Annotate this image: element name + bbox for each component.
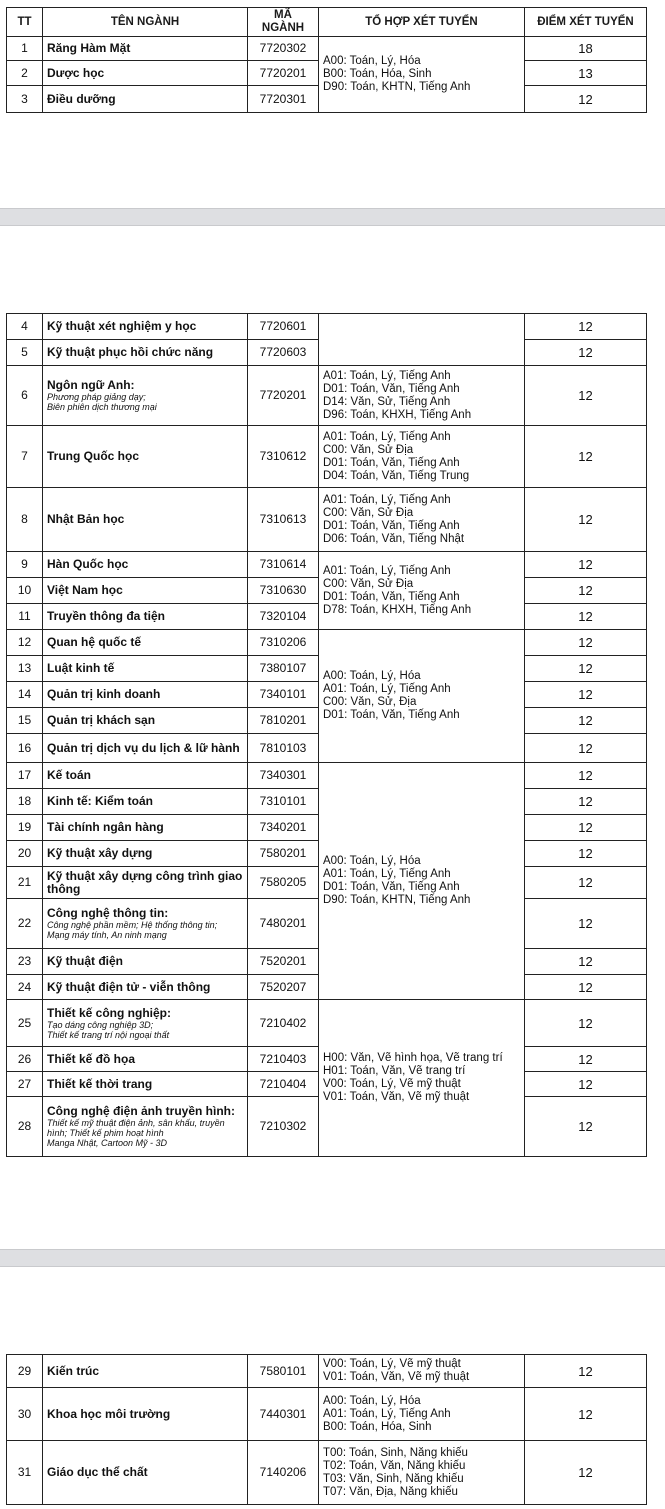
row-name: Giáo dục thể chất xyxy=(43,1441,248,1505)
admission-table-3 xyxy=(6,1354,647,1505)
row-name: Quan hệ quốc tế xyxy=(43,630,248,656)
row-tt: 28 xyxy=(7,1097,43,1157)
row-score: 12 xyxy=(525,899,647,949)
row-code: 7310630 xyxy=(248,578,319,604)
page-separator xyxy=(0,1249,665,1267)
combo-line: C00: Văn, Sử Địa xyxy=(323,577,414,590)
row-tt: 13 xyxy=(7,656,43,682)
row-tt: 10 xyxy=(7,578,43,604)
combo-line: D01: Toán, Văn, Tiếng Anh xyxy=(323,881,460,893)
row-name-main: Thiết kế công nghiệp: xyxy=(47,1005,172,1020)
combo-line: D04: Toán, Văn, Tiếng Trung xyxy=(323,469,470,482)
combo-line: D01: Toán, Văn, Tiếng Anh xyxy=(323,456,460,469)
table-row xyxy=(7,552,647,578)
combo-line: A01: Toán, Lý, Tiếng Anh xyxy=(323,564,451,577)
row-code: 7480201 xyxy=(248,899,319,949)
row-score: 12 xyxy=(525,630,647,656)
combo-line: D01: Toán, Văn, Tiếng Anh xyxy=(323,709,460,721)
table-row xyxy=(7,1000,647,1047)
row-score: 12 xyxy=(525,682,647,708)
row-score: 12 xyxy=(525,1441,647,1505)
combo-line: B00: Toán, Hóa, Sinh xyxy=(323,1420,432,1433)
row-name: Trung Quốc học xyxy=(43,426,248,488)
row-score: 12 xyxy=(525,815,647,841)
row-code: 7210402 xyxy=(248,1000,319,1047)
row-code: 7380107 xyxy=(248,656,319,682)
admission-table-1 xyxy=(6,7,647,113)
combo-line: D06: Toán, Văn, Tiếng Nhật xyxy=(323,532,465,545)
row-tt: 23 xyxy=(7,949,43,975)
combo-line: D90: Toán, KHTN, Tiếng Anh xyxy=(323,81,471,93)
row-tt: 15 xyxy=(7,708,43,734)
row-code: 7320104 xyxy=(248,604,319,630)
row-name xyxy=(43,899,248,949)
row-name: Truyền thông đa tiện xyxy=(43,604,248,630)
row-score: 12 xyxy=(525,734,647,763)
row-code: 7210404 xyxy=(248,1072,319,1097)
row-name-sub: Biên phiên dịch thương mại xyxy=(47,402,157,412)
row-name: Luật kinh tế xyxy=(43,656,248,682)
row-name: Quản trị dịch vụ du lịch & lữ hành xyxy=(43,734,248,763)
header-code-line2: NGÀNH xyxy=(261,22,305,34)
row-score: 12 xyxy=(525,604,647,630)
table-row xyxy=(7,1355,647,1388)
combo-line: C00: Văn, Sử, Địa xyxy=(323,696,417,708)
row-code: 7210403 xyxy=(248,1047,319,1072)
table-row xyxy=(7,763,647,789)
row-tt: 25 xyxy=(7,1000,43,1047)
row-tt: 14 xyxy=(7,682,43,708)
row-tt: 30 xyxy=(7,1388,43,1441)
row-score: 12 xyxy=(525,867,647,899)
combo-line: T03: Văn, Sinh, Năng khiếu xyxy=(323,1472,464,1485)
combo-cell xyxy=(319,1355,525,1388)
row-code: 7310614 xyxy=(248,552,319,578)
row-name: Kế toán xyxy=(43,763,248,789)
row-score: 12 xyxy=(525,1000,647,1047)
header-name: TÊN NGÀNH xyxy=(43,8,248,37)
row-tt: 5 xyxy=(7,340,43,366)
row-code: 7520201 xyxy=(248,949,319,975)
combo-line: V00: Toán, Lý, Vẽ mỹ thuật xyxy=(323,1078,461,1090)
table-row xyxy=(7,366,647,426)
row-name: Thiết kế thời trang xyxy=(43,1072,248,1097)
combo-line: T00: Toán, Sinh, Năng khiếu xyxy=(323,1446,468,1459)
row-name: Quản trị kinh doanh xyxy=(43,682,248,708)
row-name: Răng Hàm Mặt xyxy=(43,37,248,61)
combo-cell xyxy=(319,314,525,366)
row-score: 12 xyxy=(525,949,647,975)
row-name xyxy=(43,366,248,426)
combo-line: D78: Toán, KHXH, Tiếng Anh xyxy=(323,603,472,616)
row-name: Kiến trúc xyxy=(43,1355,248,1388)
combo-line: C00: Văn, Sử Địa xyxy=(323,506,414,519)
header-combo: TỔ HỢP XÉT TUYỂN xyxy=(319,8,525,37)
combo-cell xyxy=(319,37,525,113)
row-tt: 19 xyxy=(7,815,43,841)
combo-line: D01: Toán, Văn, Tiếng Anh xyxy=(323,519,460,532)
table-row xyxy=(7,1388,647,1441)
header-code xyxy=(248,8,319,37)
row-tt: 11 xyxy=(7,604,43,630)
row-score: 12 xyxy=(525,86,647,113)
combo-cell xyxy=(319,1388,525,1441)
table-row xyxy=(7,314,647,340)
row-code: 7520207 xyxy=(248,975,319,1000)
row-tt: 7 xyxy=(7,426,43,488)
row-name-sub: Manga Nhật, Cartoon Mỹ - 3D xyxy=(47,1138,168,1148)
header-code-line1: MÃ xyxy=(274,9,292,21)
row-name: Dược học xyxy=(43,61,248,86)
combo-cell xyxy=(319,366,525,426)
row-name xyxy=(43,1097,248,1157)
row-name: Kỹ thuật phục hồi chức năng xyxy=(43,340,248,366)
row-score: 12 xyxy=(525,763,647,789)
row-score: 12 xyxy=(525,488,647,552)
row-name: Thiết kế đồ họa xyxy=(43,1047,248,1072)
row-tt: 9 xyxy=(7,552,43,578)
table-row xyxy=(7,426,647,488)
row-score: 12 xyxy=(525,789,647,815)
row-name: Quản trị khách sạn xyxy=(43,708,248,734)
combo-line: T02: Toán, Văn, Năng khiếu xyxy=(323,1459,466,1472)
table-header-row xyxy=(7,8,647,37)
row-tt: 4 xyxy=(7,314,43,340)
row-code: 7720201 xyxy=(248,366,319,426)
combo-line: A01: Toán, Lý, Tiếng Anh xyxy=(323,1407,451,1420)
row-tt: 27 xyxy=(7,1072,43,1097)
row-code: 7720302 xyxy=(248,37,319,61)
row-tt: 12 xyxy=(7,630,43,656)
combo-line: A01: Toán, Lý, Tiếng Anh xyxy=(323,430,451,443)
combo-cell xyxy=(319,552,525,630)
row-name: Kỹ thuật điện xyxy=(43,949,248,975)
row-code: 7140206 xyxy=(248,1441,319,1505)
combo-cell xyxy=(319,763,525,1000)
combo-line: A00: Toán, Lý, Hóa xyxy=(323,1394,421,1407)
combo-line: D14: Văn, Sử, Tiếng Anh xyxy=(323,395,451,408)
row-tt: 22 xyxy=(7,899,43,949)
row-code: 7310101 xyxy=(248,789,319,815)
row-score: 12 xyxy=(525,975,647,1000)
row-name-sub: Công nghệ phần mềm; Hệ thống thông tin; xyxy=(47,920,218,930)
row-score: 12 xyxy=(525,314,647,340)
row-name: Kỹ thuật xây dựng xyxy=(43,841,248,867)
row-tt: 29 xyxy=(7,1355,43,1388)
row-tt: 20 xyxy=(7,841,43,867)
row-tt: 26 xyxy=(7,1047,43,1072)
combo-line: A00: Toán, Lý, Hóa xyxy=(323,670,421,682)
row-score: 13 xyxy=(525,61,647,86)
row-score: 12 xyxy=(525,841,647,867)
row-name: Kỹ thuật xây dựng công trình giao thông xyxy=(43,867,248,899)
row-code: 7810103 xyxy=(248,734,319,763)
row-name-sub: Phương pháp giảng dạy; xyxy=(47,392,146,402)
combo-line: D01: Toán, Văn, Tiếng Anh xyxy=(323,590,460,603)
combo-cell xyxy=(319,426,525,488)
row-tt: 21 xyxy=(7,867,43,899)
row-score: 18 xyxy=(525,37,647,61)
row-tt: 3 xyxy=(7,86,43,113)
row-score: 12 xyxy=(525,1355,647,1388)
combo-line: A00: Toán, Lý, Hóa xyxy=(323,855,421,867)
row-code: 7340301 xyxy=(248,763,319,789)
row-name: Kỹ thuật xét nghiệm y học xyxy=(43,314,248,340)
row-score: 12 xyxy=(525,340,647,366)
row-name-main: Công nghệ điện ảnh truyền hình: xyxy=(47,1104,235,1118)
row-tt: 1 xyxy=(7,37,43,61)
combo-line: C00: Văn, Sử Địa xyxy=(323,443,414,456)
row-tt: 18 xyxy=(7,789,43,815)
row-name: Tài chính ngân hàng xyxy=(43,815,248,841)
combo-line: A01: Toán, Lý, Tiếng Anh xyxy=(323,868,451,880)
combo-cell xyxy=(319,1441,525,1505)
row-score: 12 xyxy=(525,656,647,682)
row-score: 12 xyxy=(525,426,647,488)
combo-line: B00: Toán, Hóa, Sinh xyxy=(323,68,432,80)
combo-line: H00: Văn, Vẽ hình họa, Vẽ trang trí xyxy=(323,1052,503,1064)
row-name-sub: Mạng máy tính, An ninh mạng xyxy=(47,930,167,940)
row-tt: 2 xyxy=(7,61,43,86)
row-name: Khoa học môi trường xyxy=(43,1388,248,1441)
row-name: Nhật Bản học xyxy=(43,488,248,552)
combo-line: D96: Toán, KHXH, Tiếng Anh xyxy=(323,408,472,421)
row-tt: 17 xyxy=(7,763,43,789)
combo-line: A01: Toán, Lý, Tiếng Anh xyxy=(323,369,451,382)
row-code: 7580101 xyxy=(248,1355,319,1388)
combo-line: V01: Toán, Văn, Vẽ mỹ thuật xyxy=(323,1371,470,1383)
row-code: 7720301 xyxy=(248,86,319,113)
admission-table-2 xyxy=(6,313,647,1157)
row-name xyxy=(43,1000,248,1047)
row-score: 12 xyxy=(525,578,647,604)
row-code: 7210302 xyxy=(248,1097,319,1157)
row-tt: 8 xyxy=(7,488,43,552)
row-name-sub: Tạo dáng công nghiệp 3D; xyxy=(47,1019,154,1030)
row-code: 7310206 xyxy=(248,630,319,656)
row-score: 12 xyxy=(525,366,647,426)
row-tt: 31 xyxy=(7,1441,43,1505)
row-code: 7720603 xyxy=(248,340,319,366)
row-score: 12 xyxy=(525,1097,647,1157)
row-code: 7580205 xyxy=(248,867,319,899)
table-row xyxy=(7,630,647,656)
combo-cell xyxy=(319,630,525,763)
combo-cell xyxy=(319,1000,525,1157)
header-tt: TT xyxy=(7,8,43,37)
row-name: Điều dưỡng xyxy=(43,86,248,113)
combo-line: A01: Toán, Lý, Tiếng Anh xyxy=(323,493,451,506)
row-score: 12 xyxy=(525,1047,647,1072)
row-name: Kỹ thuật điện tử - viễn thông xyxy=(43,975,248,1000)
row-name-sub: Thiết kế trang trí nội ngoại thất xyxy=(47,1029,170,1040)
row-code: 7440301 xyxy=(248,1388,319,1441)
row-name: Kinh tế: Kiểm toán xyxy=(43,789,248,815)
row-tt: 24 xyxy=(7,975,43,1000)
row-tt: 16 xyxy=(7,734,43,763)
row-score: 12 xyxy=(525,1388,647,1441)
row-name: Hàn Quốc học xyxy=(43,552,248,578)
row-score: 12 xyxy=(525,708,647,734)
row-name-main: Công nghệ thông tin: xyxy=(47,906,169,920)
table-row xyxy=(7,488,647,552)
header-score: ĐIỂM XÉT TUYỂN xyxy=(525,8,647,37)
row-score: 12 xyxy=(525,552,647,578)
row-code: 7810201 xyxy=(248,708,319,734)
table-row xyxy=(7,37,647,61)
row-code: 7310613 xyxy=(248,488,319,552)
table-row xyxy=(7,1441,647,1505)
combo-line: V01: Toán, Văn, Vẽ mỹ thuật xyxy=(323,1091,470,1103)
row-name: Việt Nam học xyxy=(43,578,248,604)
row-code: 7720201 xyxy=(248,61,319,86)
row-code: 7340201 xyxy=(248,815,319,841)
row-name-sub: Thiết kế mỹ thuật điện ảnh, sân khấu, truyền hình; Thiết kế phim hoạt hình xyxy=(47,1118,225,1138)
combo-cell xyxy=(319,488,525,552)
combo-line: D90: Toán, KHTN, Tiếng Anh xyxy=(323,894,471,906)
combo-line: H01: Toán, Văn, Vẽ trang trí xyxy=(323,1065,466,1077)
row-tt: 6 xyxy=(7,366,43,426)
row-code: 7340101 xyxy=(248,682,319,708)
row-name-main: Ngôn ngữ Anh: xyxy=(47,378,135,392)
row-score: 12 xyxy=(525,1072,647,1097)
combo-line: A01: Toán, Lý, Tiếng Anh xyxy=(323,683,451,695)
page-separator xyxy=(0,208,665,226)
combo-line: T07: Văn, Địa, Năng khiếu xyxy=(323,1485,458,1498)
row-code: 7720601 xyxy=(248,314,319,340)
combo-line: A00: Toán, Lý, Hóa xyxy=(323,55,421,67)
row-code: 7310612 xyxy=(248,426,319,488)
row-code: 7580201 xyxy=(248,841,319,867)
combo-line: D01: Toán, Văn, Tiếng Anh xyxy=(323,382,460,395)
combo-line: V00: Toán, Lý, Vẽ mỹ thuật xyxy=(323,1358,461,1370)
